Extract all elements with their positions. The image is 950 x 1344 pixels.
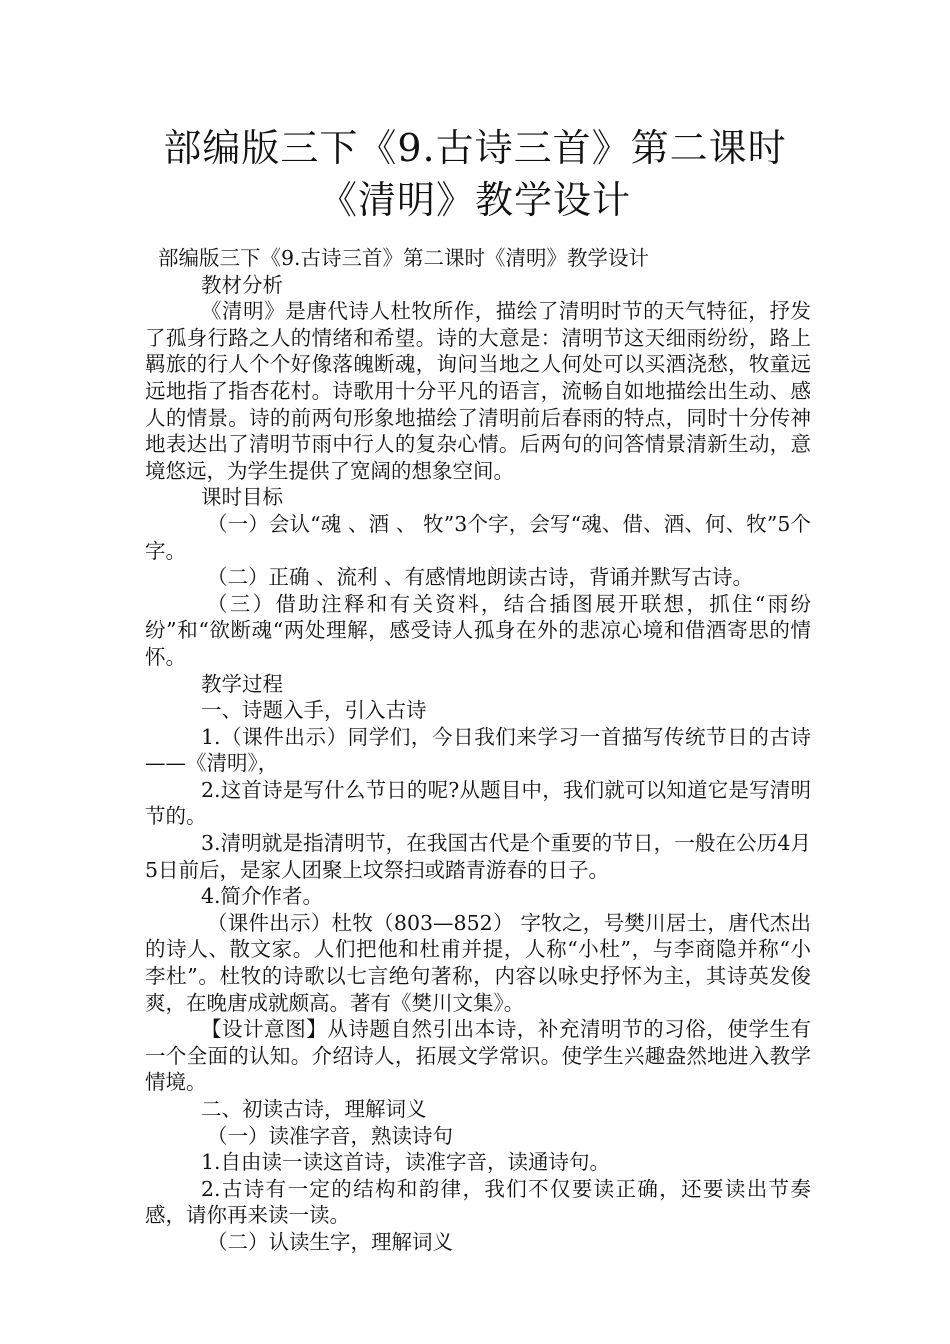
paragraph: 4.简介作者。 (201, 884, 324, 909)
paragraph: （二）正确 、流利 、有感情地朗读古诗，背诵并默写古诗。 (207, 565, 754, 590)
subsection-heading: （二）认读生字，理解词义 (207, 1229, 453, 1254)
subsection-heading: 二、初读古诗，理解词义 (201, 1097, 427, 1121)
subsection-heading: （一）读准字音，熟读诗句 (207, 1123, 453, 1148)
paragraph: 《清明》是唐代诗人杜牧所作，描绘了清明时节的天气特征，抒发了孤身行路之人的情绪和希望。诗的大意是：清明节这天细雨纷纷，路上羁旅的行人个个好像落魄断魂，询问当地之人何处可以买酒浇愁，牧童远远地指了指杏花村。诗歌用十分平凡的语言，流畅自如地描绘出生动、感人的情景。诗的前两句形象地描绘了清明前后春雨的特点，同时十分传神地表达出了清明节雨中行人的复杂心情。后两句的问答情景清新生动，意境悠远，为学生提供了宽阔的想象空间。 (145, 299, 811, 483)
document-title: 部编版三下《9.古诗三首》第二课时《清明》教学设计 (163, 126, 787, 222)
paragraph: （一）会认“魂 、酒 、 牧”3个字，会写“魂、借、酒、何、牧”5个字。 (145, 511, 811, 563)
document-body (145, 245, 811, 1256)
paragraph: 1.（课件出示）同学们，今日我们来学习一首描写传统节日的古诗——《清明》， (145, 724, 811, 776)
paragraph: （课件出示）杜牧（803—852） 字牧之，号樊川居士，唐代杰出的诗人、散文家。人们把他和杜甫并提，人称“小杜”，与李商隐并称“小李杜”。杜牧的诗歌以七言绝句著称，内容以咏史抒怀为主，其诗英发俊爽，在晚唐成就颇高。著有《樊川文集》。 (145, 910, 811, 1015)
paragraph: 2.古诗有一定的结构和韵律，我们不仅要读正确，还要读出节奏感，请你再来读一读。 (145, 1176, 811, 1228)
paragraph: （三）借助注释和有关资料，结合插图展开联想，抓住“雨纷纷”和“欲断魂“两处理解，感受诗人孤身在外的悲凉心境和借酒寄思的情怀。 (145, 591, 811, 669)
section-heading: 教材分析 (201, 272, 283, 297)
section-heading: 课时目标 (201, 485, 283, 510)
subtitle-line: 部编版三下《9.古诗三首》第二课时《清明》教学设计 (158, 246, 650, 270)
paragraph: 【设计意图】从诗题自然引出本诗，补充清明节的习俗，使学生有一个全面的认知。介绍诗人，拓展文学常识。使学生兴趣盎然地进入教学情境。 (145, 1017, 811, 1095)
paragraph: 3.清明就是指清明节，在我国古代是个重要的节日，一般在公历4月5日前后，是家人团聚上坟祭扫或踏青游春的日子。 (145, 831, 811, 882)
section-heading: 教学过程 (201, 671, 283, 696)
paragraph: 1.自由读一读这首诗，读准字音，读通诗句。 (201, 1150, 611, 1175)
paragraph: 2.这首诗是写什么节日的呢?从题目中，我们就可以知道它是写清明节的。 (145, 777, 811, 829)
subsection-heading: 一、诗题入手，引入古诗 (201, 698, 427, 723)
